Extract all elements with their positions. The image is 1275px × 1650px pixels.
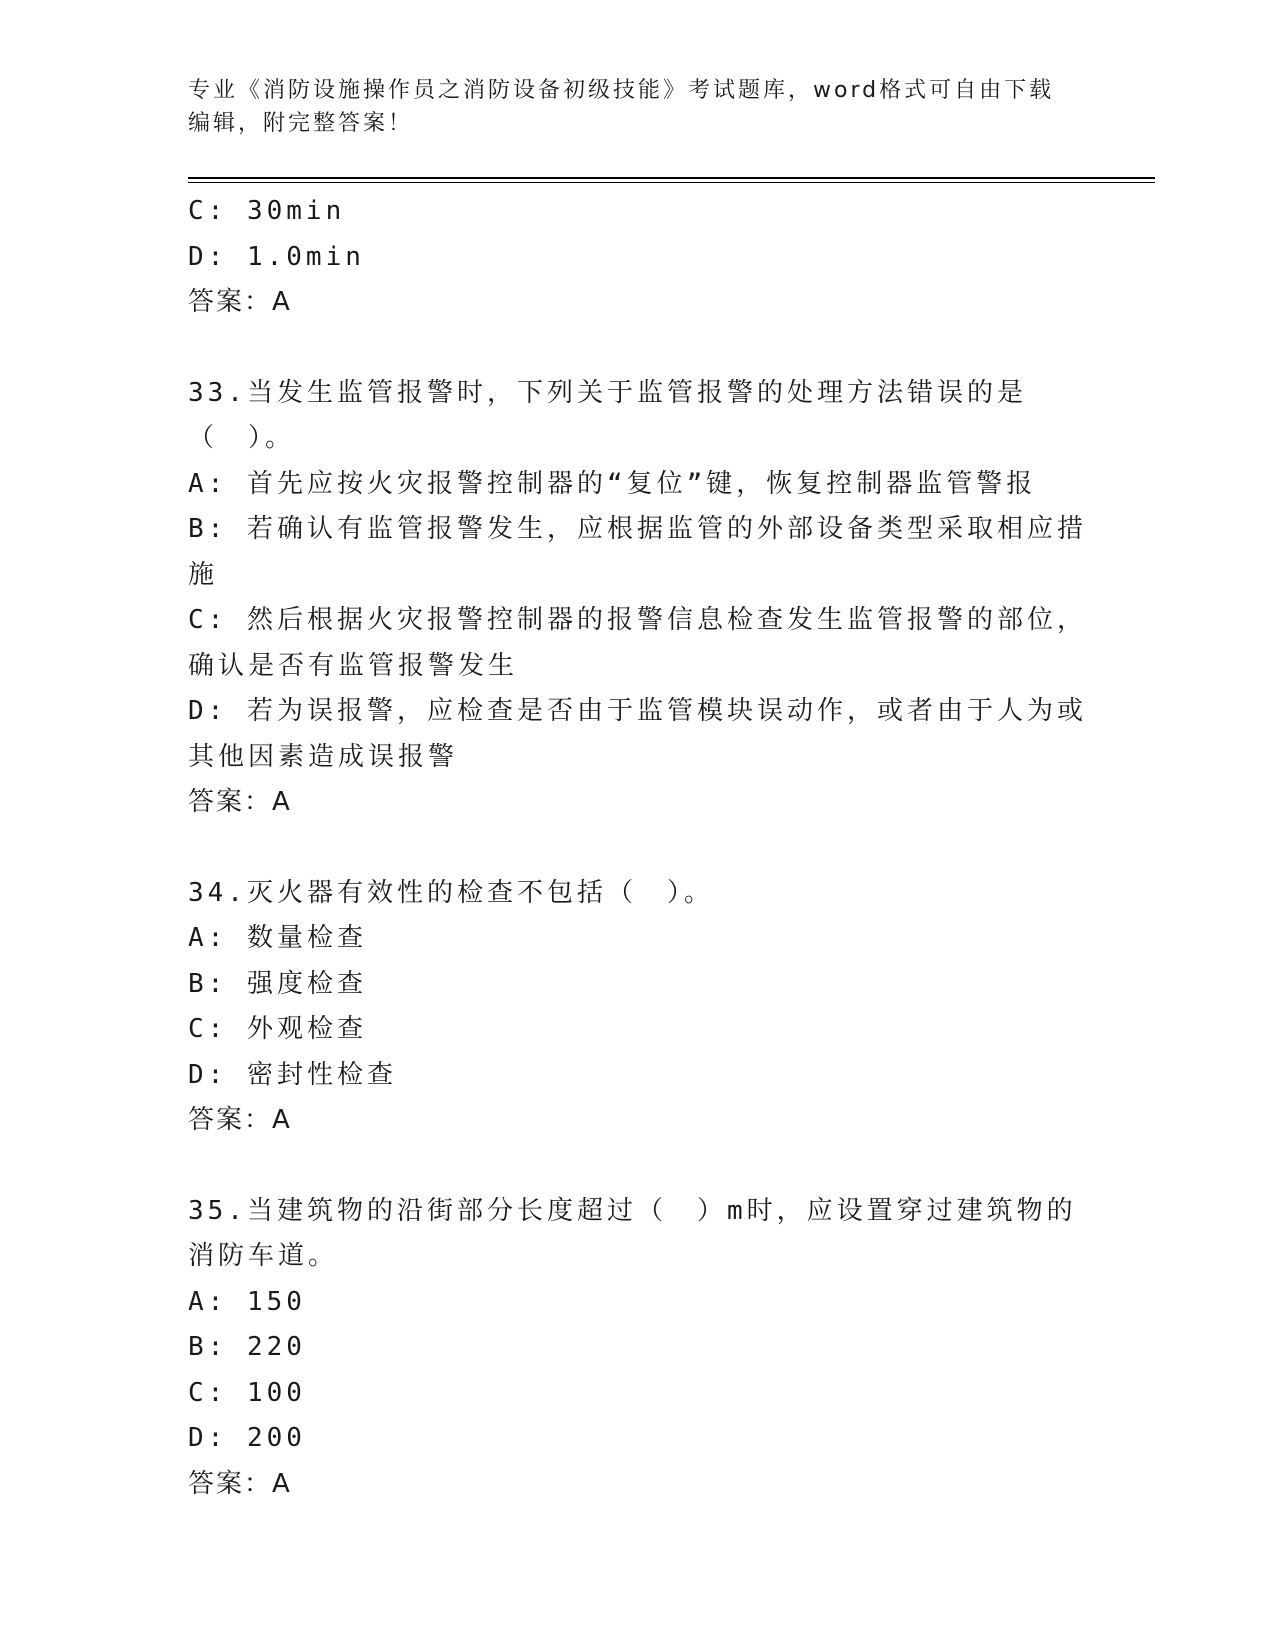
option-b: B: 强度检查 — [188, 968, 367, 999]
answer-line: 答案：A — [188, 1105, 292, 1135]
question-stem: 34.灭火器有效性的检查不包括（ ）。 — [188, 877, 714, 908]
answer-line: 答案：A — [188, 1468, 292, 1499]
answer-line: 答案：A — [188, 287, 292, 317]
option-a: A: 首先应按火灾报警控制器的“复位”键，恢复控制器监管警报 — [188, 468, 1037, 499]
question-34 — [188, 871, 1088, 1144]
option-c: C: 100 — [188, 1377, 306, 1408]
spacer — [188, 826, 1088, 871]
option-c: C: 然后根据火灾报警控制器的报警信息检查发生监管报警的部位，确认是否有监管报警发生 — [188, 605, 1087, 681]
option-c: C: 30min — [188, 196, 346, 226]
document-body — [188, 189, 1088, 1507]
option-a: A: 150 — [188, 1286, 306, 1317]
document-header: 专业《消防设施操作员之消防设备初级技能》考试题库，word格式可自由下载编辑，附完整答案！ — [188, 78, 1055, 136]
previous-question-tail — [188, 189, 1088, 326]
option-d: D: 200 — [188, 1423, 306, 1453]
question-stem: 33.当发生监管报警时，下列关于监管报警的处理方法错误的是（ ）。 — [188, 377, 1027, 453]
option-d: D: 1.0min — [188, 241, 365, 272]
option-d: D: 若为误报警，应检查是否由于监管模块误动作，或者由于人为或其他因素造成误报警 — [188, 696, 1087, 772]
option-a: A: 数量检查 — [188, 923, 367, 953]
header-rule-thin — [188, 182, 1155, 183]
option-b: B: 220 — [188, 1332, 306, 1362]
answer-line: 答案：A — [188, 787, 292, 817]
spacer — [188, 1144, 1088, 1189]
spacer — [188, 326, 1088, 371]
option-b: B: 若确认有监管报警发生，应根据监管的外部设备类型采取相应措施 — [188, 514, 1087, 590]
question-33 — [188, 371, 1088, 826]
question-stem: 35.当建筑物的沿街部分长度超过（ ）m时，应设置穿过建筑物的消防车道。 — [188, 1195, 1077, 1271]
option-c: C: 外观检查 — [188, 1014, 367, 1044]
option-d: D: 密封性检查 — [188, 1059, 397, 1090]
header-rule-thick — [188, 177, 1155, 179]
question-35 — [188, 1189, 1088, 1508]
